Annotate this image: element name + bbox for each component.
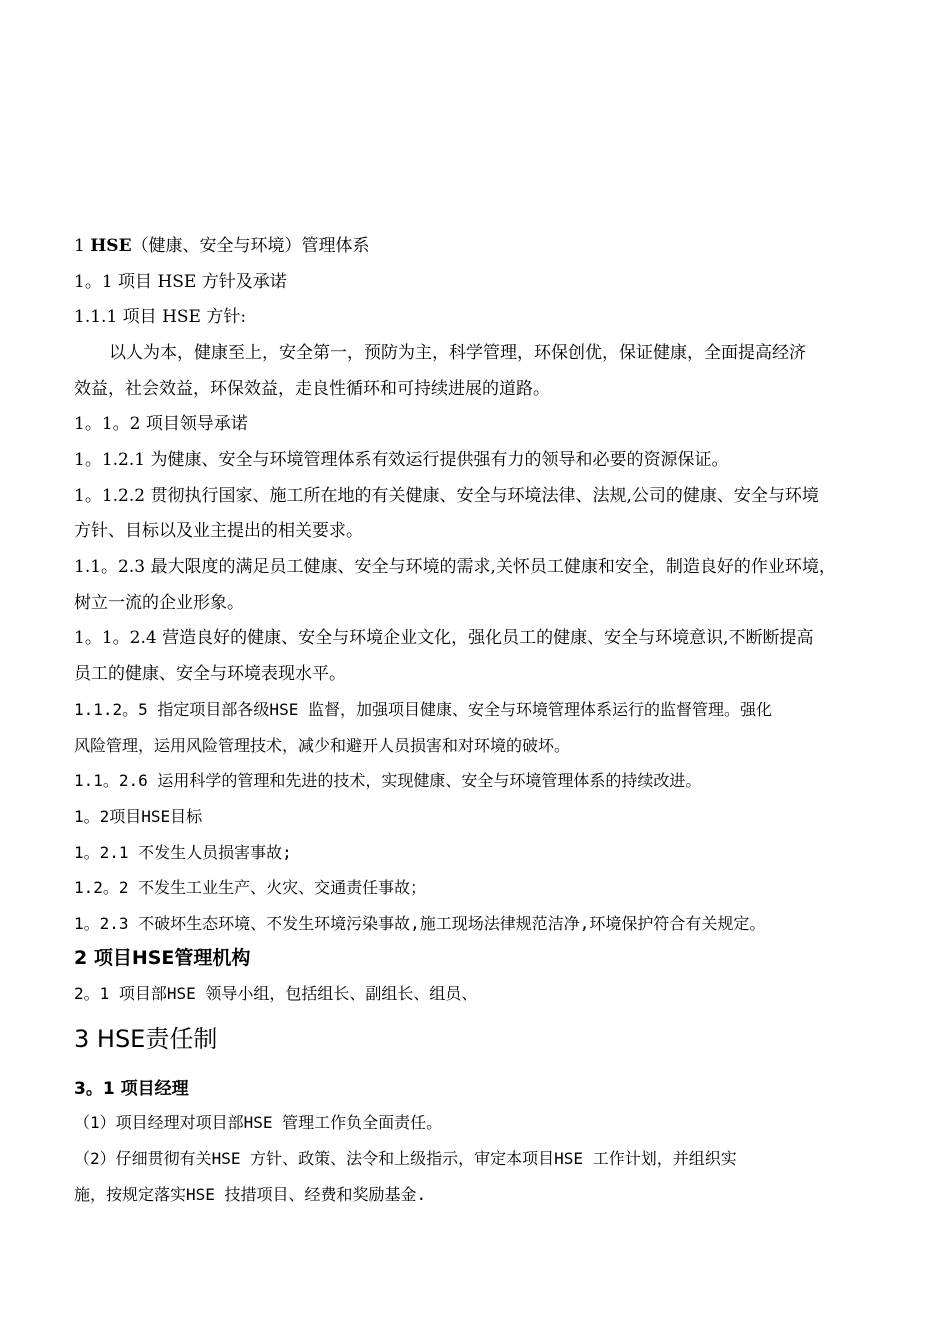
goal-item-2: 1.2。2 不发生工业生产、火灾、交通责任事故； bbox=[74, 878, 427, 897]
commitment-item-4-line-2: 员工的健康、安全与环境表现水平。 bbox=[74, 664, 346, 684]
section-1-2-heading: 1。2项目HSE目标 bbox=[74, 807, 203, 826]
section-1-1-1-heading: 1.1.1 项目 HSE 方针: bbox=[74, 307, 247, 327]
commitment-item-4-line-1: 1。1。2.4 营造良好的健康、安全与环境企业文化，强化员工的健康、安全与环境意识,不断断提高 bbox=[74, 628, 814, 648]
section-1-heading bbox=[74, 234, 370, 258]
goal-item-1: 1。2.1 不发生人员损害事故; bbox=[74, 843, 292, 862]
section-2-heading: 2 项目HSE管理机构 bbox=[74, 947, 251, 969]
section-1-1-2-heading: 1。1。2 项目领导承诺 bbox=[74, 414, 248, 434]
commitment-item-6: 1.1。2.6 运用科学的管理和先进的技术，实现健康、安全与环境管理体系的持续改进。 bbox=[74, 771, 702, 790]
commitment-item-2-line-1: 1。1.2.2 贯彻执行国家、施工所在地的有关健康、安全与环境法律、法规,公司的健康、安全与环境 bbox=[74, 486, 819, 506]
duty-item-1: （1）项目经理对项目部HSE 管理工作负全面责任。 bbox=[74, 1113, 443, 1132]
section-3-1-heading: 3。1 项目经理 bbox=[74, 1079, 189, 1099]
section-3-heading: 3 HSE责任制 bbox=[74, 1025, 218, 1053]
section-1-title: （健康、安全与环境）管理体系 bbox=[131, 236, 370, 256]
commitment-item-5-line-2: 风险管理，运用风险管理技术，减少和避开人员损害和对环境的破坏。 bbox=[74, 736, 571, 755]
commitment-item-1: 1。1.2.1 为健康、安全与环境管理体系有效运行提供强有力的领导和必要的资源保证。 bbox=[74, 450, 729, 470]
section-2-1-text: 2。1 项目部HSE 领导小组，包括组长、副组长、组员、 bbox=[74, 984, 478, 1003]
section-1-1-heading: 1。1 项目 HSE 方针及承诺 bbox=[74, 272, 287, 292]
commitment-item-3-line-2: 树立一流的企业形象。 bbox=[74, 593, 244, 613]
section-1-number: 1 bbox=[74, 236, 91, 256]
policy-text-line-2: 效益，社会效益，环保效益，走良性循环和可持续进展的道路。 bbox=[74, 379, 550, 399]
commitment-item-5-line-1: 1.1.2。5 指定项目部各级HSE 监督，加强项目健康、安全与环境管理体系运行的监督管理。强化 bbox=[74, 700, 772, 719]
duty-item-2-line-2: 施，按规定落实HSE 技措项目、经费和奖励基金. bbox=[74, 1185, 427, 1204]
policy-text-line-1: 以人为本，健康至上，安全第一，预防为主，科学管理，环保创优，保证健康，全面提高经济 bbox=[109, 343, 806, 363]
goal-item-3: 1。2.3 不破坏生态环境、不发生环境污染事故,施工现场法律规范洁净,环境保护符合有关规定。 bbox=[74, 914, 766, 933]
commitment-item-2-line-2: 方针、目标以及业主提出的相关要求。 bbox=[74, 521, 363, 541]
commitment-item-3-line-1: 1.1。2.3 最大限度的满足员工健康、安全与环境的需求,关怀员工健康和安全，制造良好的作业环境， bbox=[74, 557, 836, 577]
section-1-hse: HSE bbox=[90, 236, 132, 256]
duty-item-2-line-1: （2）仔细贯彻有关HSE 方针、政策、法令和上级指示，审定本项目HSE 工作计划，并组织实 bbox=[74, 1149, 737, 1168]
